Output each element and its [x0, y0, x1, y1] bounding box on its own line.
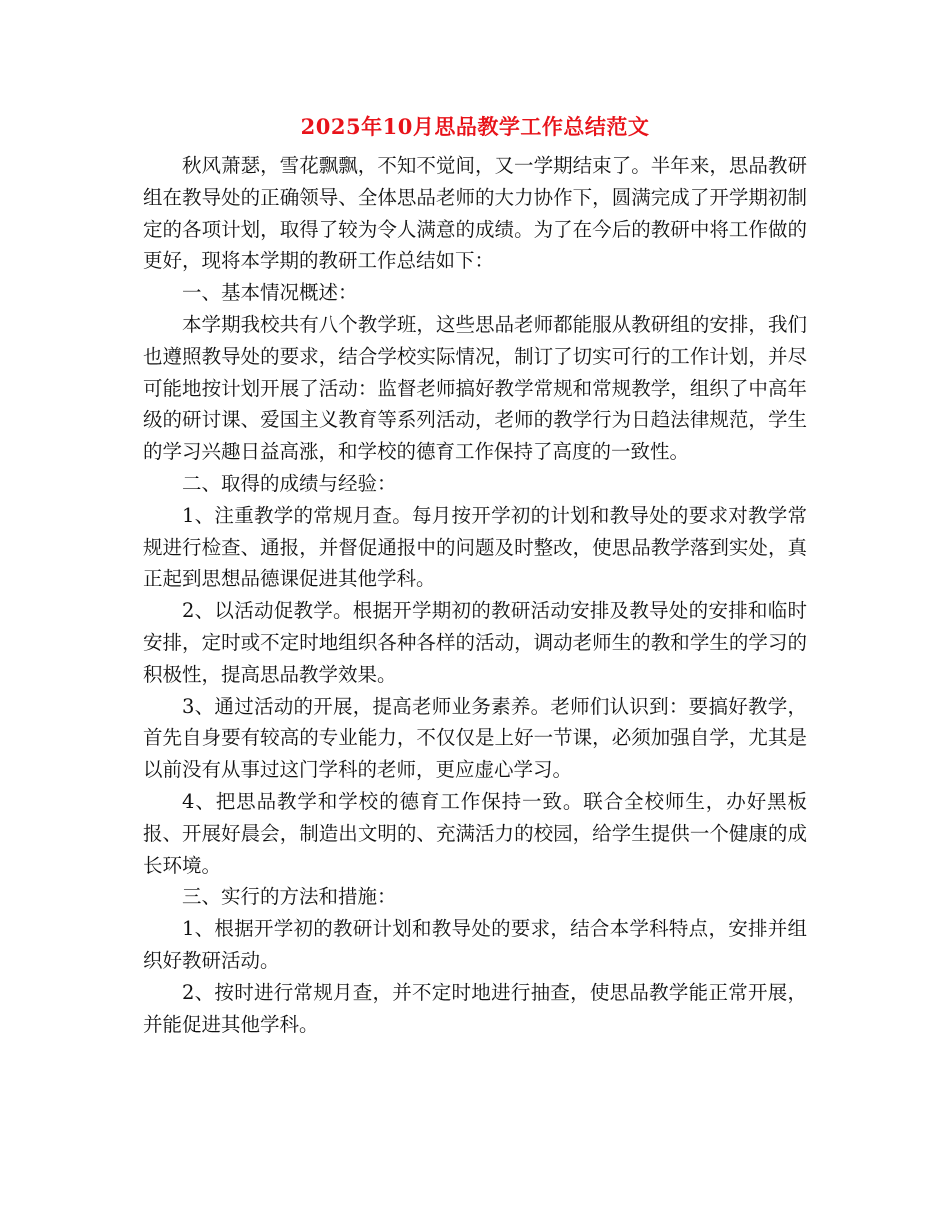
- paragraph-intro: 秋风萧瑟，雪花飘飘，不知不觉间，又一学期结束了。半年来，思品教研组在教导处的正确领导、全体思品老师的大力协作下，圆满完成了开学期初制定的各项计划，取得了较为令人满意的成绩。为了在今后的教研中将工作做的更好，现将本学期的教研工作总结如下：: [143, 154, 807, 273]
- section-heading-methods: 三、实行的方法和措施：: [182, 885, 397, 909]
- document-body: [143, 150, 807, 1040]
- paragraph-basic-overview: 本学期我校共有八个教学班，这些思品老师都能服从教研组的安排，我们也遵照教导处的要求，结合学校实际情况，制订了切实可行的工作计划，并尽可能地按计划开展了活动：监督老师搞好教学常规和常规教学，组织了中高年级的研讨课、爱国主义教育等系列活动，老师的教学行为日趋法律规范，学生的学习兴趣日益高涨，和学校的德育工作保持了高度的一致性。: [143, 312, 807, 464]
- paragraph-method-2: 2、按时进行常规月查，并不定时地进行抽查，使思品教学能正常开展，并能促进其他学科。: [143, 980, 807, 1036]
- section-heading-achievements: 二、取得的成绩与经验：: [182, 471, 397, 495]
- paragraph-achievement-4: 4、把思品教学和学校的德育工作保持一致。联合全校师生，办好黑板报、开展好晨会，制造出文明的、充满活力的校园，给学生提供一个健康的成长环境。: [143, 789, 807, 877]
- paragraph-achievement-3: 3、通过活动的开展，提高老师业务素养。老师们认识到：要搞好教学，首先自身要有较高的专业能力，不仅仅是上好一节课，必须加强自学，尤其是以前没有从事过这门学科的老师，更应虚心学习。: [143, 694, 807, 782]
- paragraph-achievement-2: 2、以活动促教学。根据开学期初的教研活动安排及教导处的安排和临时安排，定时或不定时地组织各种各样的活动，调动老师生的教和学生的学习的积极性，提高思品教学效果。: [143, 599, 807, 686]
- section-heading-basic-overview: 一、基本情况概述：: [182, 281, 358, 305]
- document-title: 2025年10月思品教学工作总结范文: [300, 114, 650, 139]
- paragraph-method-1: 1、根据开学初的教研计划和教导处的要求，结合本学科特点，安排并组织好教研活动。: [143, 917, 807, 972]
- paragraph-achievement-1: 1、注重教学的常规月查。每月按开学初的计划和教导处的要求对教学常规进行检查、通报，并督促通报中的问题及时整改，使思品教学落到实处，真正起到思想品德课促进其他学科。: [143, 503, 807, 591]
